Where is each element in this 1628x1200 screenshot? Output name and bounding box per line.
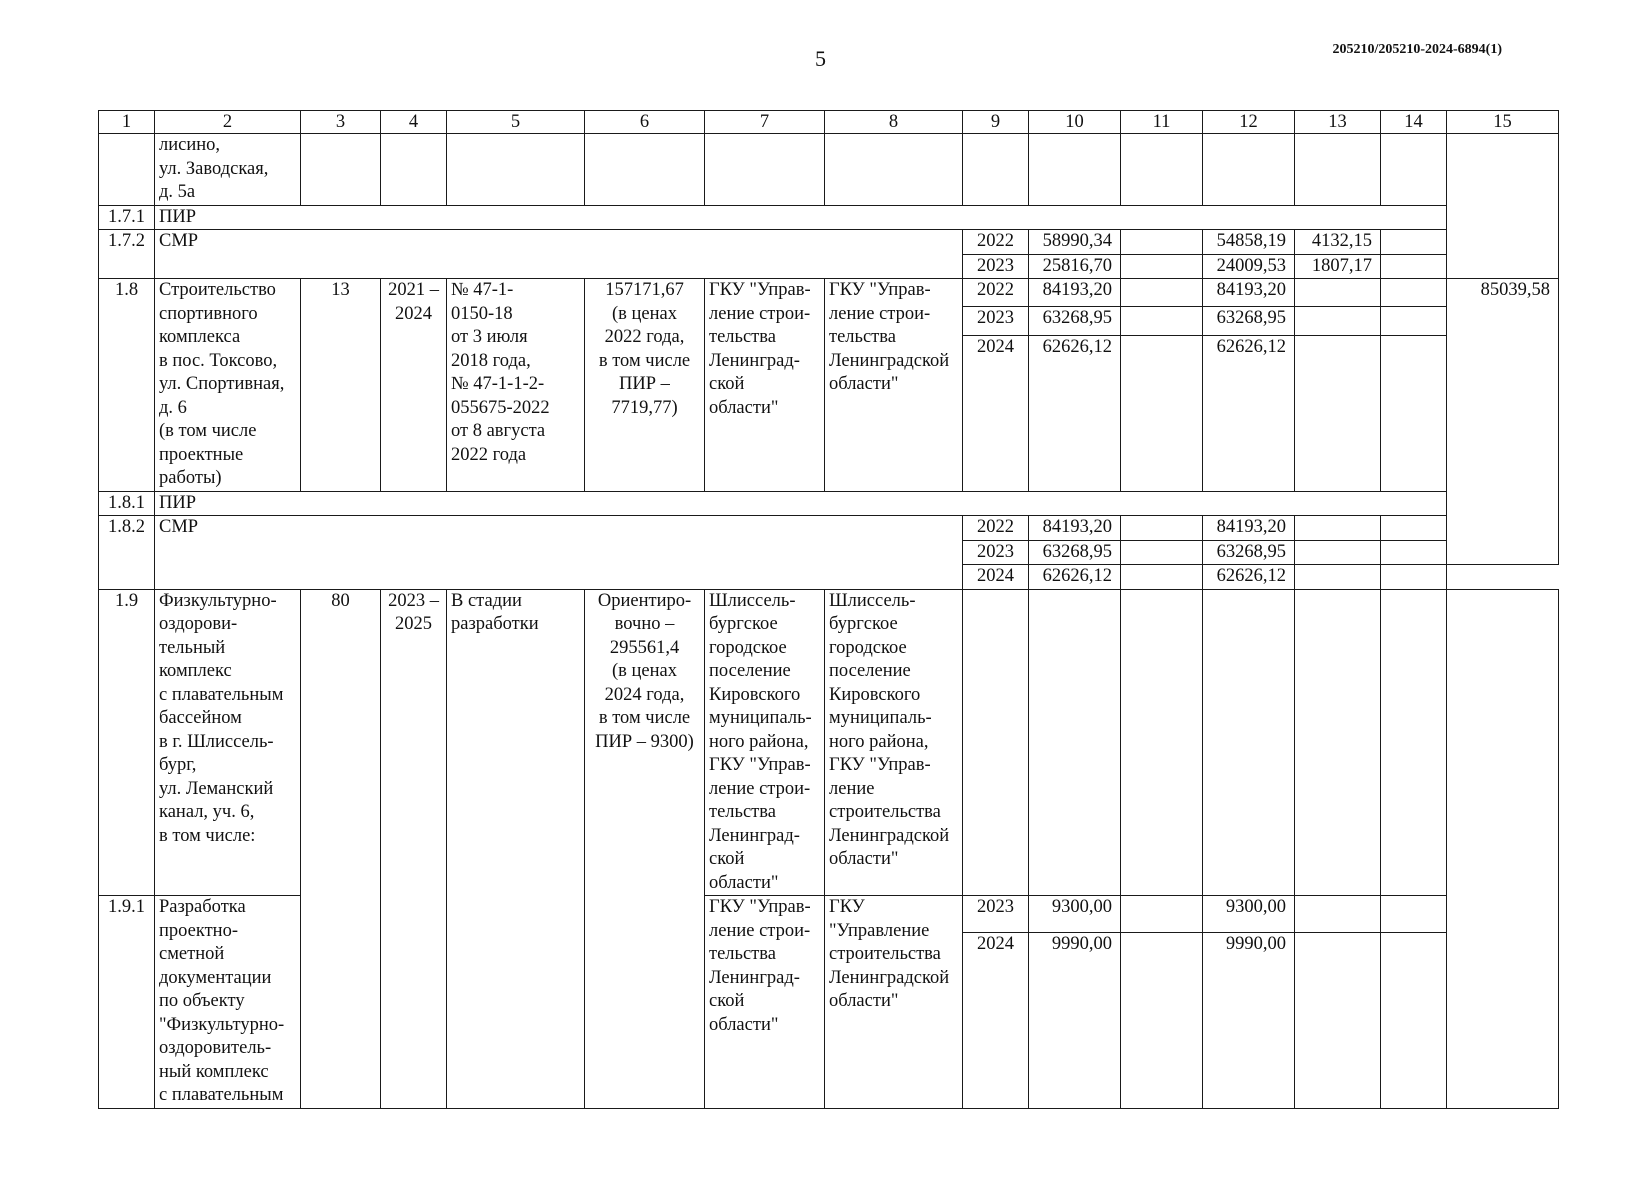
table-cell: [301, 134, 381, 206]
amount-cell: 62626,12: [1029, 335, 1121, 491]
amount-cell: 63268,95: [1203, 307, 1295, 335]
amount-cell: 9300,00: [1029, 896, 1121, 933]
table-cell: [381, 134, 447, 206]
table-cell: [1121, 230, 1203, 255]
column-header: 11: [1121, 111, 1203, 134]
amount-cell: 4132,15: [1295, 230, 1381, 255]
table-cell: [1121, 896, 1203, 933]
table-cell: [1295, 932, 1381, 1108]
table-cell: [1295, 335, 1381, 491]
table-cell: [1295, 307, 1381, 335]
program-table: [98, 110, 1559, 1109]
amount-cell: 25816,70: [1029, 254, 1121, 279]
period-cell: 2021 – 2024: [381, 279, 447, 492]
amount-cell: 9990,00: [1203, 932, 1295, 1108]
amount-cell: 85039,58: [1447, 279, 1559, 565]
object-name-cell: Разработка проектно- сметной документации по объекту "Физкультурно- оздоровитель- ный комплекс с плавательным: [155, 896, 301, 1109]
table-cell: [1121, 516, 1203, 541]
developer-cell: ГКУ "Управление строительства Ленинградской области": [825, 896, 963, 1109]
year-cell: 2023: [963, 254, 1029, 279]
table-row: [99, 230, 1559, 255]
column-header: 8: [825, 111, 963, 134]
year-cell: 2024: [963, 335, 1029, 491]
customer-cell: ГКУ "Управ- ление строи- тельства Ленинград- ской области": [705, 279, 825, 492]
table-cell: [1381, 565, 1447, 590]
column-header: 6: [585, 111, 705, 134]
object-name-cell: Строительство спортивного комплекса в пос. Токсово, ул. Спортивная, д. 6 (в том числе проектные работы): [155, 279, 301, 492]
table-cell: [1381, 134, 1447, 206]
table-cell: [1295, 516, 1381, 541]
table-cell: [1381, 896, 1447, 933]
capacity-cell: 80: [301, 589, 381, 1108]
row-label: ПИР: [155, 205, 1447, 230]
table-cell: [1381, 230, 1447, 255]
cost-cell: Ориентиро- вочно – 295561,4 (в ценах 2024 года, в том числе ПИР – 9300): [585, 589, 705, 1108]
table-cell: [1381, 589, 1447, 896]
page-number: 5: [815, 46, 826, 71]
table-cell: [1121, 279, 1203, 307]
year-cell: 2022: [963, 230, 1029, 255]
table-row: [99, 491, 1559, 516]
table-cell: [1381, 932, 1447, 1108]
developer-cell: Шлиссель- бургское городское поселение Кировского муниципаль- ного района, ГКУ "Управ- ление строительства Ленинградской области": [825, 589, 963, 896]
column-header: 7: [705, 111, 825, 134]
table-row: [99, 589, 1559, 896]
table-cell: [585, 134, 705, 206]
amount-cell: 62626,12: [1029, 565, 1121, 590]
object-name-cell: лисино, ул. Заводская, д. 5а: [155, 134, 301, 206]
column-header: 13: [1295, 111, 1381, 134]
column-header: 15: [1447, 111, 1559, 134]
table-cell: [1203, 134, 1295, 206]
amount-cell: 84193,20: [1203, 516, 1295, 541]
amount-cell: 63268,95: [1203, 540, 1295, 565]
column-header: 3: [301, 111, 381, 134]
table-cell: [1381, 335, 1447, 491]
table-cell: [963, 134, 1029, 206]
table-cell: [1381, 307, 1447, 335]
year-cell: 2022: [963, 279, 1029, 307]
row-number: 1.9.1: [99, 896, 155, 1109]
table-cell: [1121, 134, 1203, 206]
table-cell: [99, 134, 155, 206]
program-table-container: [98, 110, 1558, 1109]
developer-cell: ГКУ "Управ- ление строи- тельства Ленинградской области": [825, 279, 963, 492]
column-header: 2: [155, 111, 301, 134]
table-row: [99, 205, 1559, 230]
table-cell: [1381, 516, 1447, 541]
amount-cell: 63268,95: [1029, 540, 1121, 565]
amount-cell: 24009,53: [1203, 254, 1295, 279]
amount-cell: 9300,00: [1203, 896, 1295, 933]
year-cell: 2023: [963, 540, 1029, 565]
table-cell: [1121, 932, 1203, 1108]
table-cell: [1029, 589, 1121, 896]
table-cell: [825, 134, 963, 206]
row-label: СМР: [155, 230, 963, 279]
table-row: [99, 516, 1559, 541]
table-cell: [1381, 254, 1447, 279]
table-row: [99, 279, 1559, 307]
table-cell: [1295, 279, 1381, 307]
row-number: 1.7.1: [99, 205, 155, 230]
column-header: 14: [1381, 111, 1447, 134]
row-label: СМР: [155, 516, 963, 590]
table-cell: [1295, 540, 1381, 565]
customer-cell: ГКУ "Управ- ление строи- тельства Ленинград- ской области": [705, 896, 825, 1109]
column-header: 12: [1203, 111, 1295, 134]
row-number: 1.8.1: [99, 491, 155, 516]
table-row: [99, 134, 1559, 206]
period-cell: 2023 – 2025: [381, 589, 447, 1108]
customer-cell: Шлиссель- бургское городское поселение Кировского муниципаль- ного района, ГКУ "Управ- ление строи- тельства Ленинград- ской области": [705, 589, 825, 896]
table-cell: [1447, 589, 1559, 1108]
row-number: 1.8.2: [99, 516, 155, 590]
expertise-cell: В стадии разработки: [447, 589, 585, 1108]
table-cell: [447, 134, 585, 206]
row-label: ПИР: [155, 491, 1447, 516]
amount-cell: 63268,95: [1029, 307, 1121, 335]
column-header: 9: [963, 111, 1029, 134]
amount-cell: 62626,12: [1203, 565, 1295, 590]
amount-cell: 54858,19: [1203, 230, 1295, 255]
table-cell: [963, 589, 1029, 896]
year-cell: 2022: [963, 516, 1029, 541]
table-cell: [1295, 565, 1381, 590]
table-cell: [1295, 896, 1381, 933]
column-header: 5: [447, 111, 585, 134]
table-cell: [1121, 540, 1203, 565]
table-cell: [1029, 134, 1121, 206]
table-cell: [1121, 335, 1203, 491]
row-number: 1.7.2: [99, 230, 155, 279]
cost-cell: 157171,67 (в ценах 2022 года, в том числе ПИР – 7719,77): [585, 279, 705, 492]
year-cell: 2024: [963, 565, 1029, 590]
amount-cell: 62626,12: [1203, 335, 1295, 491]
table-cell: [1203, 589, 1295, 896]
year-cell: 2023: [963, 307, 1029, 335]
year-cell: 2024: [963, 932, 1029, 1108]
table-cell: [1121, 307, 1203, 335]
amount-cell: 84193,20: [1203, 279, 1295, 307]
table-cell: [1381, 279, 1447, 307]
table-cell: [1381, 540, 1447, 565]
capacity-cell: 13: [301, 279, 381, 492]
table-cell: [1447, 134, 1559, 279]
amount-cell: 9990,00: [1029, 932, 1121, 1108]
table-cell: [1121, 254, 1203, 279]
amount-cell: 84193,20: [1029, 516, 1121, 541]
column-number-row: [99, 111, 1559, 134]
table-cell: [1295, 134, 1381, 206]
object-name-cell: Физкультурно- оздорови- тельный комплекс с плавательным бассейном в г. Шлиссель- бург, ул. Леманский канал, уч. 6, в том числе:: [155, 589, 301, 896]
expertise-cell: № 47-1- 0150-18 от 3 июля 2018 года, № 47-1-1-2- 055675-2022 от 8 августа 2022 года: [447, 279, 585, 492]
amount-cell: 1807,17: [1295, 254, 1381, 279]
year-cell: 2023: [963, 896, 1029, 933]
row-number: 1.9: [99, 589, 155, 896]
column-header: 10: [1029, 111, 1121, 134]
table-cell: [1295, 589, 1381, 896]
amount-cell: 58990,34: [1029, 230, 1121, 255]
document-id: 205210/205210-2024-6894(1): [1332, 42, 1502, 57]
table-cell: [1121, 589, 1203, 896]
amount-cell: 84193,20: [1029, 279, 1121, 307]
row-number: 1.8: [99, 279, 155, 492]
table-cell: [705, 134, 825, 206]
column-header: 4: [381, 111, 447, 134]
table-cell: [1121, 565, 1203, 590]
column-header: 1: [99, 111, 155, 134]
